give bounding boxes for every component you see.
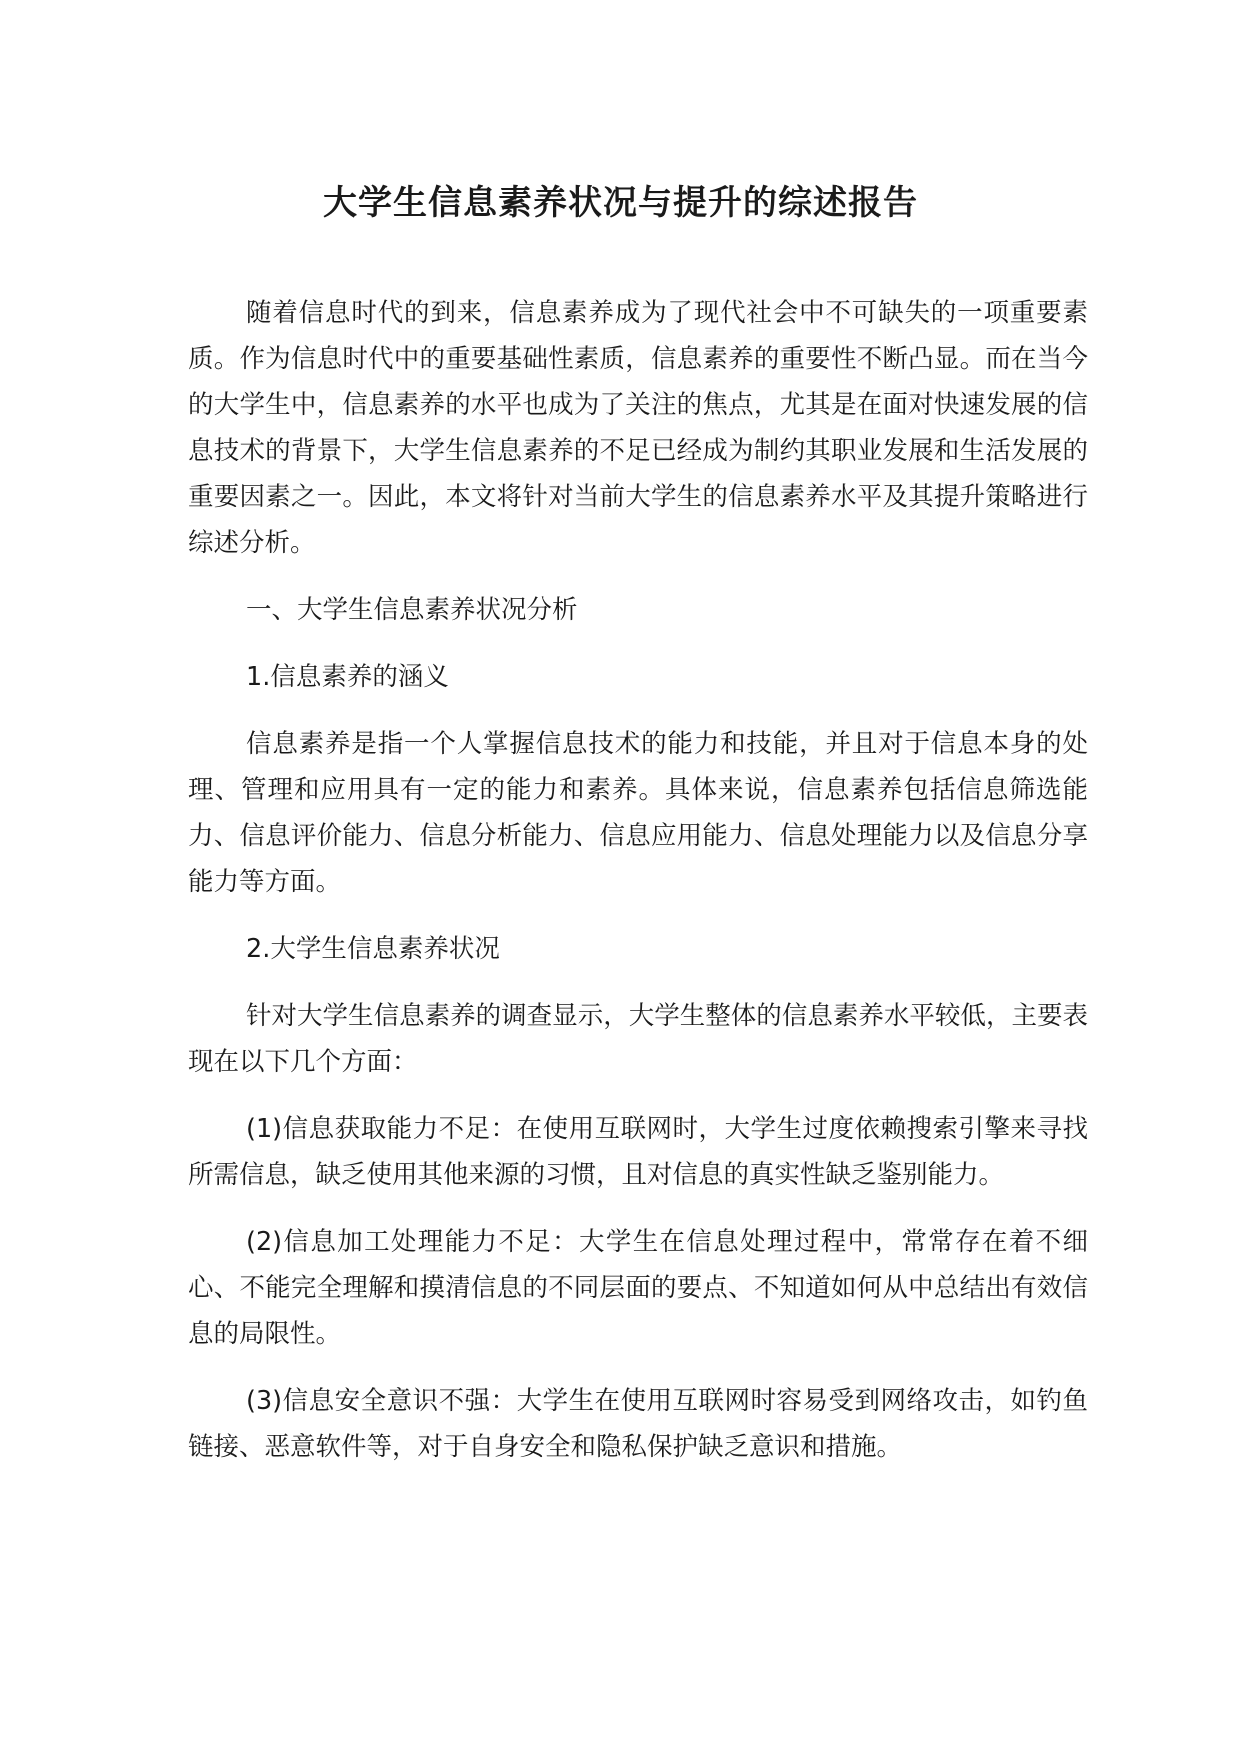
document-title: 大学生信息素养状况与提升的综述报告 [323, 183, 918, 223]
list-item-3: (3)信息安全意识不强：大学生在使用互联网时容易受到网络攻击，如钓鱼链接、恶意软件等，对于自身安全和隐私保护缺乏意识和措施。 [188, 1386, 1088, 1462]
subsection-heading-1: 1.信息素养的涵义 [246, 662, 449, 692]
section-heading-1: 一、大学生信息素养状况分析 [246, 595, 578, 625]
definition-paragraph: 信息素养是指一个人掌握信息技术的能力和技能，并且对于信息本身的处理、管理和应用具有一定的能力和素养。具体来说，信息素养包括信息筛选能力、信息评价能力、信息分析能力、信息应用能力、信息处理能力以及信息分享能力等方面。 [188, 729, 1088, 897]
subsection-heading-2: 2.大学生信息素养状况 [246, 934, 500, 964]
list-item-1: (1)信息获取能力不足：在使用互联网时，大学生过度依赖搜索引擎来寻找所需信息，缺乏使用其他来源的习惯，且对信息的真实性缺乏鉴别能力。 [188, 1114, 1088, 1190]
document-body [188, 290, 1088, 1470]
survey-paragraph: 针对大学生信息素养的调查显示，大学生整体的信息素养水平较低，主要表现在以下几个方面： [188, 1001, 1088, 1077]
list-item-2: (2)信息加工处理能力不足：大学生在信息处理过程中，常常存在着不细心、不能完全理解和摸清信息的不同层面的要点、不知道如何从中总结出有效信息的局限性。 [188, 1227, 1088, 1349]
intro-paragraph: 随着信息时代的到来，信息素养成为了现代社会中不可缺失的一项重要素质。作为信息时代中的重要基础性素质，信息素养的重要性不断凸显。而在当今的大学生中，信息素养的水平也成为了关注的焦点，尤其是在面对快速发展的信息技术的背景下，大学生信息素养的不足已经成为制约其职业发展和生活发展的重要因素之一。因此，本文将针对当前大学生的信息素养水平及其提升策略进行综述分析。 [188, 298, 1088, 558]
